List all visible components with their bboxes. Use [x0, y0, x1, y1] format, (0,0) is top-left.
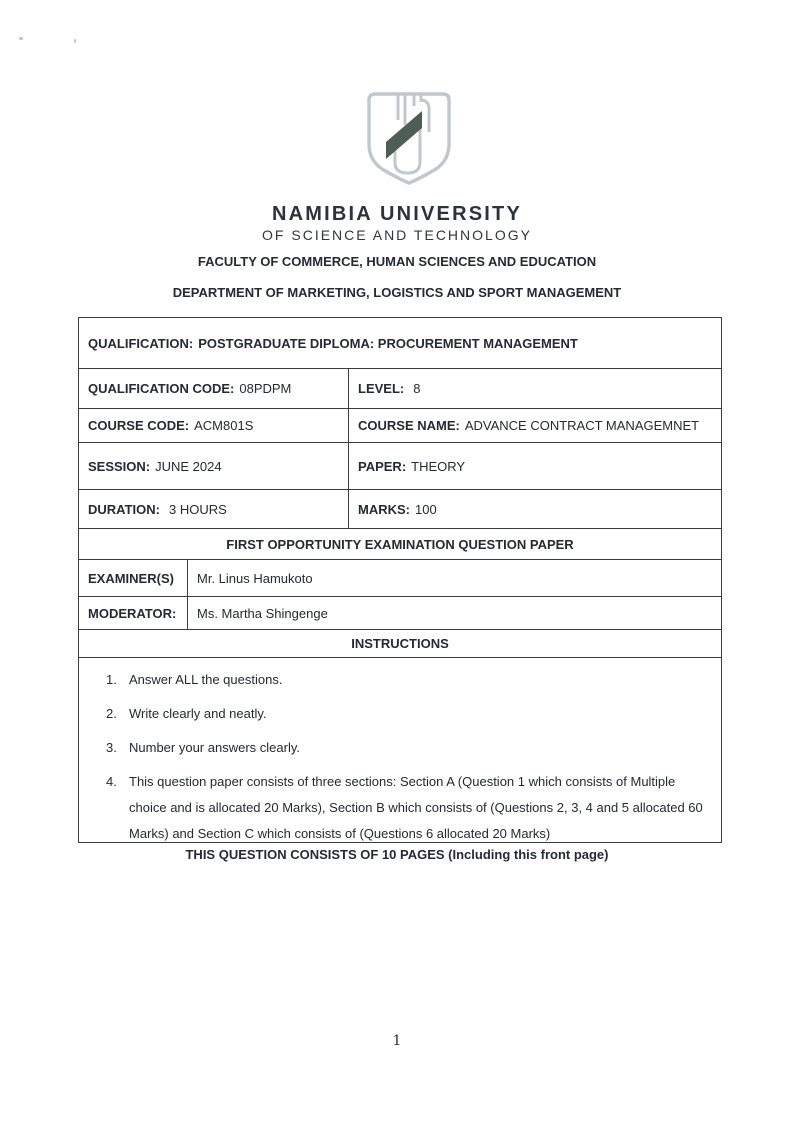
duration-label: DURATION:: [88, 501, 160, 517]
session-cell: [79, 443, 349, 489]
qualification-value: POSTGRADUATE DIPLOMA: PROCUREMENT MANAGEMENT: [198, 335, 578, 351]
level-cell: [349, 369, 721, 408]
moderator-label: MODERATOR:: [88, 605, 177, 621]
marks-label: MARKS:: [358, 501, 410, 517]
examiner-value-cell: [188, 560, 721, 596]
examiner-label: EXAMINER(S): [88, 570, 174, 586]
exam-details-table: [78, 317, 722, 843]
course-name-label: COURSE NAME:: [358, 418, 460, 433]
university-logo: [361, 90, 457, 186]
instruction-item: [106, 701, 703, 727]
page-count-note: THIS QUESTION CONSISTS OF 10 PAGES (Including this front page): [185, 847, 609, 862]
instruction-number: 3.: [106, 740, 117, 755]
qualification-cell: [79, 318, 721, 368]
paper-cell: [349, 443, 721, 489]
course-code-value: ACM801S: [194, 418, 254, 433]
marks-cell: [349, 490, 721, 528]
level-label: LEVEL:: [358, 381, 405, 396]
moderator-name: Ms. Martha Shingenge: [197, 605, 328, 621]
instruction-item: [106, 667, 703, 693]
instruction-item: [106, 735, 703, 761]
duration-value: 3 HOURS: [168, 501, 227, 517]
moderator-row: [79, 596, 721, 629]
marks-value: 100: [415, 501, 437, 517]
instructions-banner: INSTRUCTIONS: [351, 636, 449, 651]
course-code-cell: [79, 409, 349, 442]
department-title: DEPARTMENT OF MARKETING, LOGISTICS AND SPORT MANAGEMENT: [172, 285, 622, 300]
qualification-row: [79, 318, 721, 368]
instruction-text: Number your answers clearly.: [129, 740, 300, 755]
qualification-code-level-row: [79, 368, 721, 408]
instruction-item: [106, 769, 703, 847]
scan-speck: [19, 37, 23, 40]
instruction-number: 1.: [106, 672, 117, 687]
qualification-code-cell: [79, 369, 349, 408]
moderator-label-cell: [79, 597, 188, 629]
qualification-label: QUALIFICATION:: [88, 335, 194, 351]
session-label: SESSION:: [88, 458, 151, 474]
university-subtitle: OF SCIENCE AND TECHNOLOGY: [262, 227, 532, 243]
paper-label: PAPER:: [358, 458, 407, 474]
duration-marks-row: [79, 489, 721, 528]
course-code-label: COURSE CODE:: [88, 418, 190, 433]
duration-cell: [79, 490, 349, 528]
qualification-code-label: QUALIFICATION CODE:: [88, 381, 235, 396]
course-row: [79, 408, 721, 442]
paper-type-banner-row: [79, 528, 721, 559]
university-name: NAMIBIA UNIVERSITY: [272, 203, 522, 225]
instructions-banner-row: [79, 629, 721, 657]
faculty-title: FACULTY OF COMMERCE, HUMAN SCIENCES AND EDUCATION: [197, 254, 597, 269]
session-paper-row: [79, 442, 721, 489]
university-shield-icon: [361, 90, 457, 186]
paper-type-banner: FIRST OPPORTUNITY EXAMINATION QUESTION PAPER: [226, 536, 574, 552]
level-value: 8: [413, 381, 421, 396]
page-number: 1: [392, 1033, 402, 1049]
paper-value: THEORY: [411, 458, 466, 474]
session-value: JUNE 2024: [155, 458, 222, 474]
instructions-list: [79, 658, 721, 842]
course-name-value: ADVANCE CONTRACT MANAGEMNET: [464, 418, 700, 433]
instruction-number: 2.: [106, 706, 117, 721]
course-name-cell: [349, 409, 721, 442]
instruction-text: Answer ALL the questions.: [129, 672, 283, 687]
moderator-value-cell: [188, 597, 721, 629]
scan-speck: [74, 39, 76, 43]
examiner-name: Mr. Linus Hamukoto: [197, 570, 313, 586]
instruction-text: This question paper consists of three sections: Section A (Question 1 which consists of Multiple choice and is allocated 20 Marks), Section B which consists of (Questions 2, 3, 4 and 5 allocated 60 Marks) and Section C which consists of (Questions 6 allocated 20 Marks): [129, 774, 703, 841]
qualification-code-value: 08PDPM: [239, 381, 292, 396]
instruction-text: Write clearly and neatly.: [129, 706, 267, 721]
instruction-number: 4.: [106, 774, 117, 789]
examiner-label-cell: [79, 560, 188, 596]
examiner-row: [79, 559, 721, 596]
instructions-row: [79, 657, 721, 842]
